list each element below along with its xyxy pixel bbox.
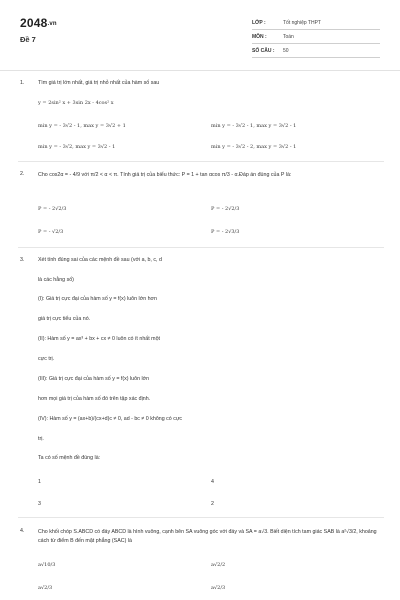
question-line: trị. xyxy=(38,436,44,442)
answer-option-c[interactable]: P = - √2/3 xyxy=(38,229,64,235)
answer-option-c[interactable]: 3 xyxy=(38,501,41,507)
question-number: 3. xyxy=(20,257,25,263)
answer-option-a[interactable]: P = - 2√2/3 xyxy=(38,206,67,212)
answer-option-d[interactable]: min y = - 3√2 - 2, max y = 3√2 - 1 xyxy=(211,144,297,150)
answer-option-a[interactable]: min y = - 3√2 - 1, max y = 3√2 + 1 xyxy=(38,123,126,129)
exam-info xyxy=(252,16,380,58)
question-number: 1. xyxy=(20,80,25,86)
header-divider xyxy=(0,70,400,71)
question-text: Tìm giá trị lớn nhất, giá trị nhỏ nhất của hàm số sau xyxy=(38,80,160,86)
info-row-count xyxy=(252,44,380,58)
info-value: Tốt nghiệp THPT xyxy=(283,19,321,26)
header xyxy=(0,0,400,66)
answer-option-d[interactable]: 2 xyxy=(211,501,214,507)
question-number: 4. xyxy=(20,528,25,534)
question-divider xyxy=(18,161,384,162)
info-label: MÔN : xyxy=(252,33,267,40)
question-formula: y = 2sin² x + 3sin 2x - 4cos² x xyxy=(38,100,114,106)
answer-option-c[interactable]: a√2/3 xyxy=(38,585,53,591)
info-row-class xyxy=(252,16,380,30)
question-line: cực trị. xyxy=(38,356,55,362)
question-text: Cho cos2α = - 4/9 với π/2 < α < π. Tính giá trị của biểu thức: P = 1 + tan αcos π/3 - α.Đáp án đúng của P là: xyxy=(38,172,292,178)
answer-option-b[interactable]: P = - 2√2/3 xyxy=(211,206,240,212)
question-number: 2. xyxy=(20,171,25,177)
exam-title: Đề 7 xyxy=(20,35,36,44)
question-line: (I): Giá trị cực đại của hàm số y = f(x) luôn lớn hơn xyxy=(38,296,157,302)
answer-option-a[interactable]: a√10/3 xyxy=(38,562,56,568)
info-row-subject xyxy=(252,30,380,44)
question-divider xyxy=(18,517,384,518)
answer-option-d[interactable]: a√2/3 xyxy=(211,585,226,591)
answer-option-d[interactable]: P = - 2√3/3 xyxy=(211,229,240,235)
question-line: Xét tính đúng sai của các mệnh đề sau (với a, b, c, d xyxy=(38,257,162,263)
question-line: là các hằng số) xyxy=(38,277,74,283)
logo-text: 2048 xyxy=(20,16,48,30)
info-label: LỚP : xyxy=(252,19,266,26)
question-line: Ta có số mệnh đề đúng là: xyxy=(38,455,101,461)
answer-option-c[interactable]: min y = - 3√2, max y = 3√2 - 1 xyxy=(38,144,116,150)
question-divider xyxy=(18,247,384,248)
answer-option-b[interactable]: min y = - 3√2 - 1, max y = 3√2 - 1 xyxy=(211,123,297,129)
answer-option-b[interactable]: a√2/2 xyxy=(211,562,226,568)
question-line: (II): Hàm số y = ax³ + bx + cx ≠ 0 luôn có ít nhất một xyxy=(38,336,160,342)
answer-option-b[interactable]: 4 xyxy=(211,479,214,485)
logo-suffix: .vn xyxy=(47,21,57,27)
question-text: Cho khối chóp S.ABCD có đáy ABCD là hình vuông, cạnh bên SA vuông góc với đáy và SA = a√3. Biết diện tích tam giác SAB là a²√3/2, khoảng cách từ điểm B đến mặt phẳng (SAC) là xyxy=(38,529,377,544)
logo[interactable] xyxy=(20,16,57,30)
question-line: (III): Giá trị cực đại của hàm số y = f(x) luôn lớn xyxy=(38,376,150,382)
question-line: hơn mọi giá trị của hàm số đó trên tập xác định. xyxy=(38,396,151,402)
answer-option-a[interactable]: 1 xyxy=(38,479,41,485)
question-line: giá trị cực tiểu của nó. xyxy=(38,316,91,322)
info-value: Toán xyxy=(283,33,294,40)
question-line: (IV): Hàm số y = (ax+b)/(cx+d)c ≠ 0, ad - bc ≠ 0 không có cực xyxy=(38,416,183,422)
info-label: SỐ CÂU : xyxy=(252,47,275,54)
info-value: 50 xyxy=(283,47,289,54)
